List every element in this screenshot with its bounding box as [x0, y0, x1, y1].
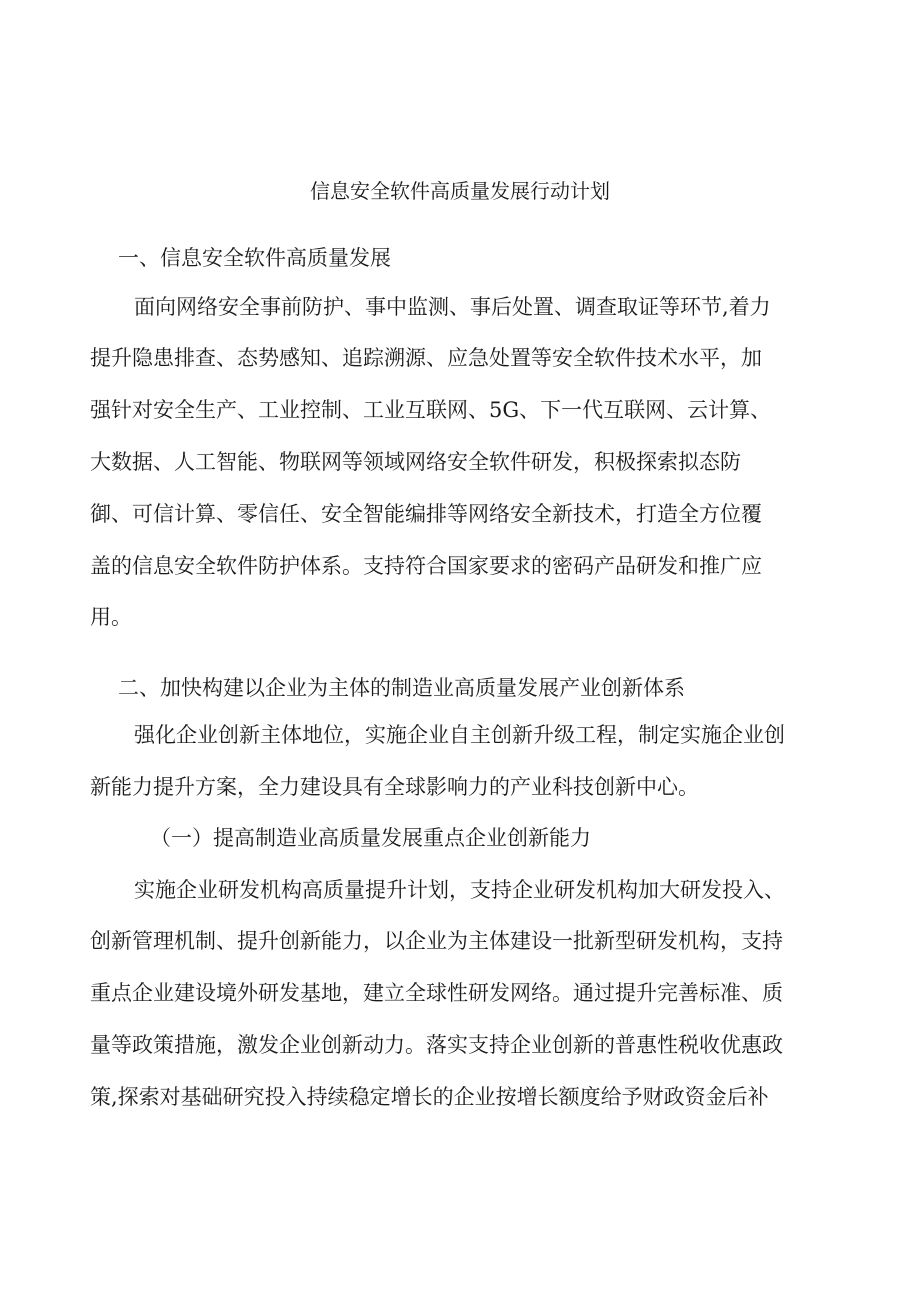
paragraph-line: 提升隐患排查、态势感知、追踪溯源、应急处置等安全软件技术水平，加	[90, 346, 762, 370]
section-heading: 一、信息安全软件高质量发展	[118, 246, 391, 270]
paragraph-line: 用。	[90, 605, 132, 629]
paragraph-line: 量等政策措施，激发企业创新动力。落实支持企业创新的普惠性税收优惠政	[90, 1033, 783, 1057]
subsection-heading: （一）提高制造业高质量发展重点企业创新能力	[150, 826, 591, 850]
paragraph-line: 盖的信息安全软件防护体系。支持符合国家要求的密码产品研发和推广应	[90, 554, 762, 578]
paragraph-line: 实施企业研发机构高质量提升计划，支持企业研发机构加大研发投入、	[134, 878, 785, 902]
paragraph-line: 强针对安全生产、工业控制、工业互联网、5G、下一代互联网、云计算、	[90, 398, 772, 422]
paragraph-line: 面向网络安全事前防护、事中监测、事后处置、调查取证等环节,着力	[134, 295, 771, 319]
paragraph-line: 新能力提升方案，全力建设具有全球影响力的产业科技创新中心。	[90, 775, 699, 799]
section-heading: 二、加快构建以企业为主体的制造业高质量发展产业创新体系	[118, 676, 685, 700]
paragraph-line: 大数据、人工智能、物联网等领域网络安全软件研发，积极探索拟态防	[90, 450, 741, 474]
document-title: 信息安全软件高质量发展行动计划	[310, 179, 610, 203]
paragraph-line: 强化企业创新主体地位，实施企业自主创新升级工程，制定实施企业创	[134, 723, 785, 747]
paragraph-line: 创新管理机制、提升创新能力，以企业为主体建设一批新型研发机构，支持	[90, 929, 783, 953]
paragraph-line: 御、可信计算、零信任、安全智能编排等网络安全新技术，打造全方位覆	[90, 502, 762, 526]
paragraph-line: 策,探索对基础研究投入持续稳定增长的企业按增长额度给予财政资金后补	[90, 1085, 769, 1109]
paragraph-line: 重点企业建设境外研发基地，建立全球性研发网络。通过提升完善标准、质	[90, 981, 783, 1005]
